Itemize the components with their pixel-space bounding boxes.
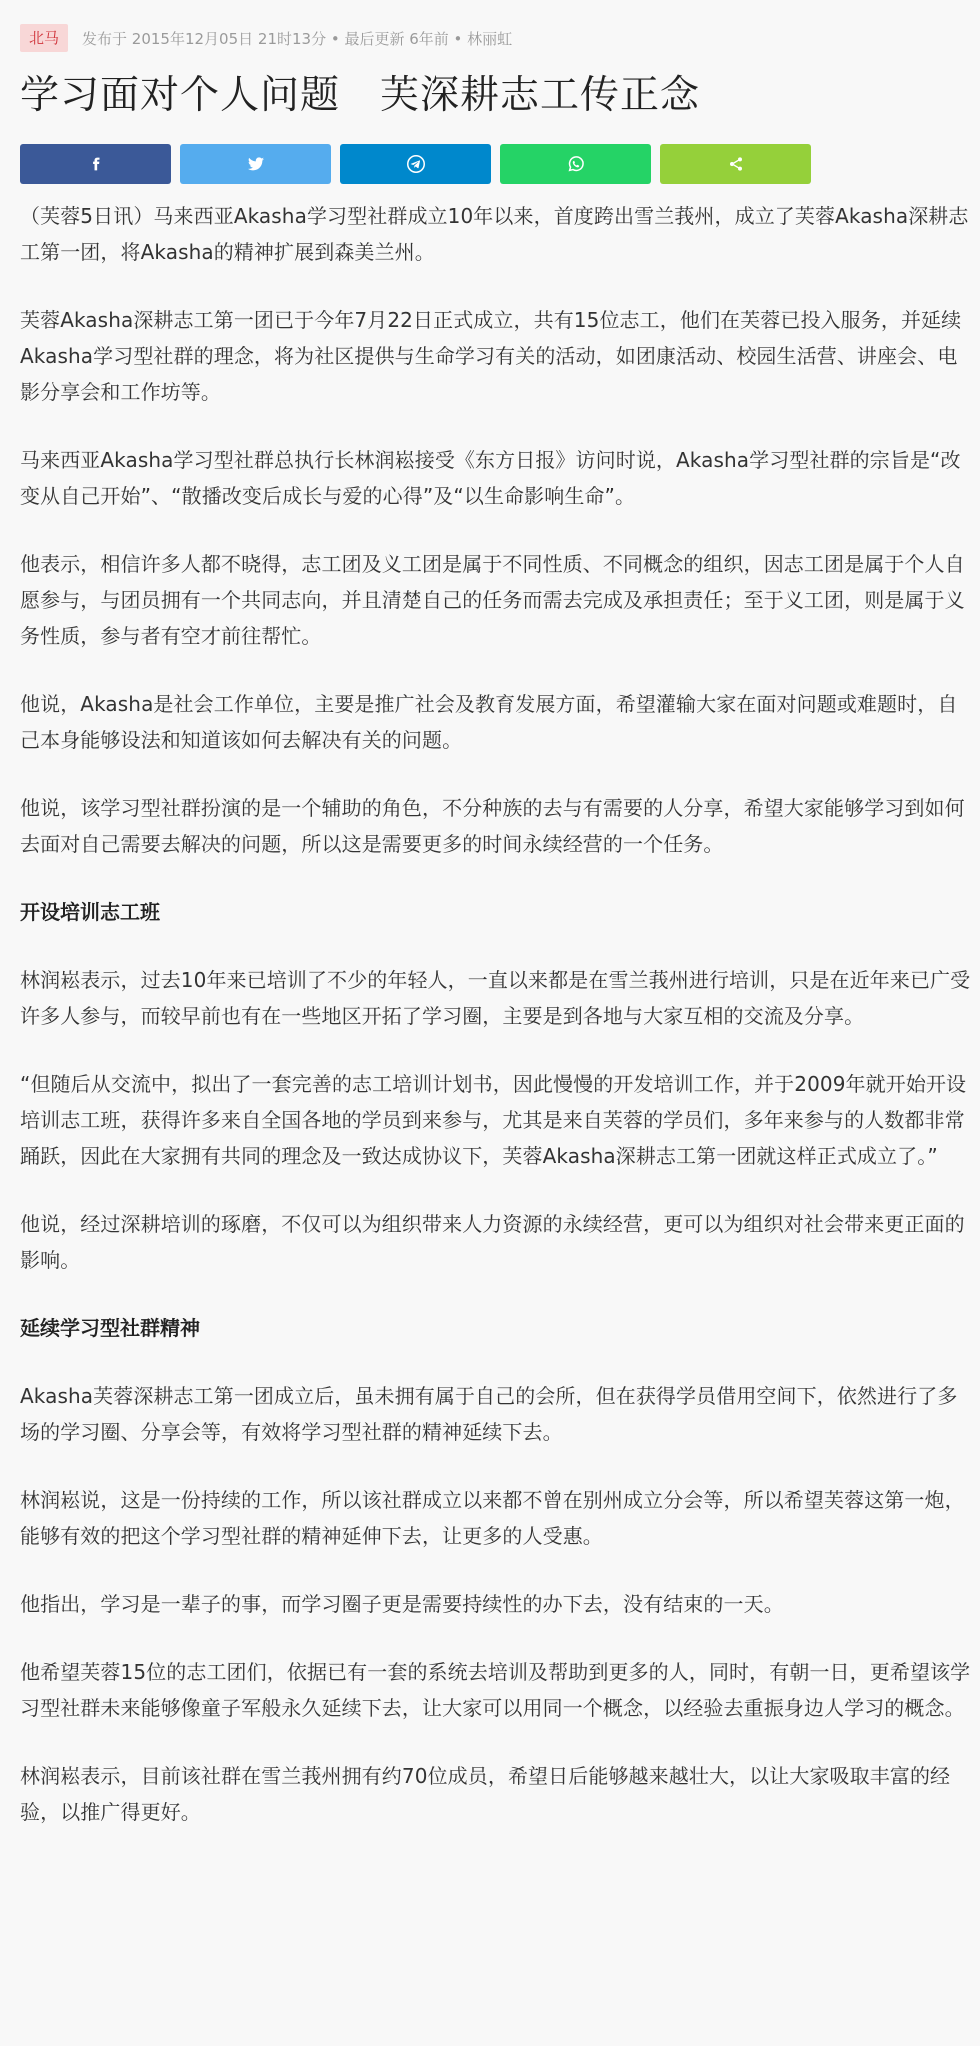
article-paragraph-11: 林润崧说，这是一份持续的工作，所以该社群成立以来都不曾在别州成立分会等，所以希望芙蓉这第一炮，能够有效的把这个学习型社群的精神延伸下去，让更多的人受惠。 bbox=[20, 1488, 965, 1548]
twitter-icon bbox=[248, 157, 264, 171]
article-paragraph-9: 他说，经过深耕培训的琢磨，不仅可以为组织带来人力资源的永续经营，更可以为组织对社会带来更正面的影响。 bbox=[20, 1212, 965, 1272]
share-bar bbox=[20, 144, 968, 184]
share-facebook-button[interactable] bbox=[20, 144, 171, 184]
telegram-icon bbox=[407, 155, 425, 173]
publish-info: 发布于 2015年12月05日 21时13分 • 最后更新 6年前 • 林丽虹 bbox=[82, 29, 513, 48]
article-paragraph-3: 马来西亚Akasha学习型社群总执行长林润崧接受《东方日报》访问时说，Akasha学习型社群的宗旨是“改变从自己开始”、“散播改变后成长与爱的心得”及“以生命影响生命”。 bbox=[20, 448, 961, 508]
article-paragraph-10: Akasha芙蓉深耕志工第一团成立后，虽未拥有属于自己的会所，但在获得学员借用空间下，依然进行了多场的学习圈、分享会等，有效将学习型社群的精神延续下去。 bbox=[20, 1384, 958, 1444]
article-meta bbox=[20, 22, 968, 54]
article-subheading-1: 开设培训志工班 bbox=[20, 900, 160, 924]
share-whatsapp-button[interactable] bbox=[500, 144, 651, 184]
share-telegram-button[interactable] bbox=[340, 144, 491, 184]
article-headline: 学习面对个人问题 芙深耕志工传正念 bbox=[20, 73, 701, 118]
article-paragraph-6: 他说，该学习型社群扮演的是一个辅助的角色，不分种族的去与有需要的人分享，希望大家能够学习到如何去面对自己需要去解决的问题，所以这是需要更多的时间永续经营的一个任务。 bbox=[20, 796, 965, 856]
article-paragraph-12: 他指出，学习是一辈子的事，而学习圈子更是需要持续性的办下去，没有结束的一天。 bbox=[20, 1592, 784, 1616]
share-twitter-button[interactable] bbox=[180, 144, 331, 184]
article-paragraph-2: 芙蓉Akasha深耕志工第一团已于今年7月22日正式成立，共有15位志工，他们在芙蓉已投入服务，并延续Akasha学习型社群的理念，将为社区提供与生命学习有关的活动，如团康活动、校园生活营、讲座会、电影分享会和工作坊等。 bbox=[20, 308, 962, 404]
article-paragraph-1: （芙蓉5日讯）马来西亚Akasha学习型社群成立10年以来，首度跨出雪兰莪州，成立了芙蓉Akasha深耕志工第一团，将Akasha的精神扩展到森美兰州。 bbox=[20, 204, 969, 264]
article-paragraph-8: “但随后从交流中，拟出了一套完善的志工培训计划书，因此慢慢的开发培训工作，并于2009年就开始开设培训志工班，获得许多来自全国各地的学员到来参与，尤其是来自芙蓉的学员们，多年来参与的人数都非常踊跃，因此在大家拥有共同的理念及一致达成协议下，芙蓉Akasha深耕志工第一团就这样正式成立了。” bbox=[20, 1072, 967, 1168]
article-body bbox=[20, 198, 972, 1830]
category-badge[interactable]: 北马 bbox=[20, 24, 68, 52]
article-paragraph-5: 他说，Akasha是社会工作单位，主要是推广社会及教育发展方面，希望灌输大家在面对问题或难题时，自己本身能够设法和知道该如何去解决有关的问题。 bbox=[20, 692, 958, 752]
share-more-button[interactable] bbox=[660, 144, 811, 184]
article-paragraph-14: 林润崧表示，目前该社群在雪兰莪州拥有约70位成员，希望日后能够越来越壮大，以让大家吸取丰富的经验，以推广得更好。 bbox=[20, 1764, 951, 1824]
whatsapp-icon bbox=[567, 155, 585, 173]
share-icon bbox=[728, 156, 744, 172]
article-paragraph-13: 他希望芙蓉15位的志工团们，依据已有一套的系统去培训及帮助到更多的人，同时，有朝一日，更希望该学习型社群未来能够像童子军般永久延续下去，让大家可以用同一个概念，以经验去重振身边人学习的概念。 bbox=[20, 1660, 971, 1720]
article-paragraph-7: 林润崧表示，过去10年来已培训了不少的年轻人，一直以来都是在雪兰莪州进行培训，只是在近年来已广受许多人参与，而较早前也有在一些地区开拓了学习圈，主要是到各地与大家互相的交流及分享。 bbox=[20, 968, 971, 1028]
article-paragraph-4: 他表示，相信许多人都不晓得，志工团及义工团是属于不同性质、不同概念的组织，因志工团是属于个人自愿参与，与团员拥有一个共同志向，并且清楚自己的任务而需去完成及承担责任；至于义工团，则是属于义务性质，参与者有空才前往帮忙。 bbox=[20, 552, 965, 648]
facebook-icon bbox=[89, 157, 103, 171]
article-subheading-2: 延续学习型社群精神 bbox=[20, 1316, 200, 1340]
